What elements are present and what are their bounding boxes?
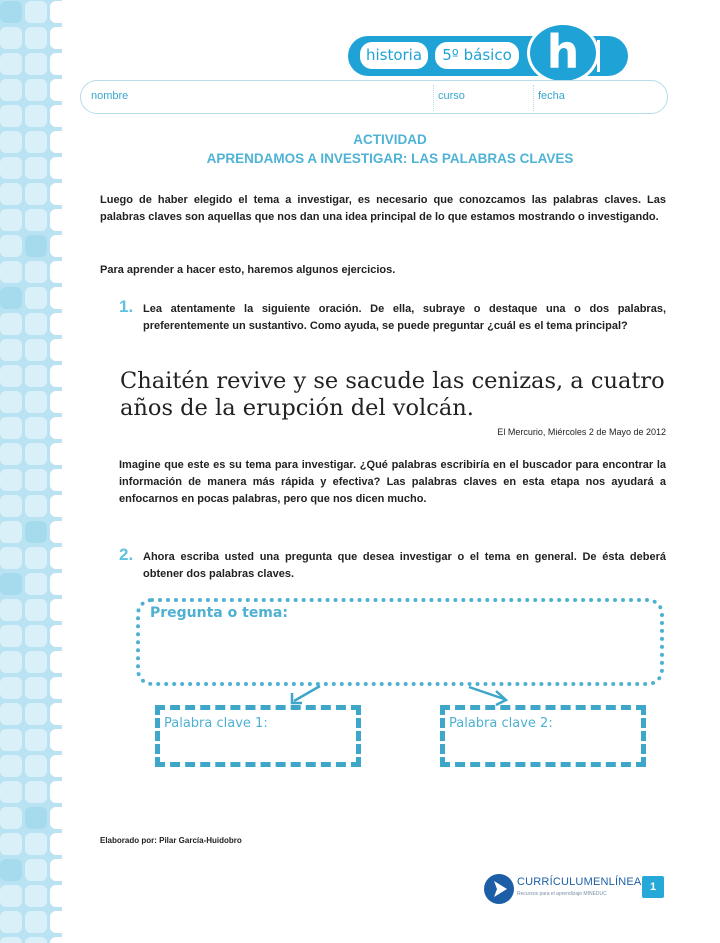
keyword-2-box[interactable] [440,705,646,767]
activity-title: ACTIVIDAD [353,132,427,147]
date-field[interactable]: fecha [538,90,565,102]
question-label: Pregunta o tema: [150,605,288,621]
course-field[interactable]: curso [438,90,465,102]
subject-pill: historia [360,42,428,69]
grade-pill: 5º básico [435,42,519,69]
arrow-left-icon [286,683,326,707]
curriculum-logo-icon [484,874,514,904]
name-field[interactable]: nombre [91,90,129,102]
divider [533,85,534,111]
exercise-number: 1. [119,297,134,316]
main-title: APRENDAMOS A INVESTIGAR: LAS PALABRAS CLAVES [206,151,574,166]
intro-paragraph: Luego de haber elegido el tema a investigar, es necesario que conozcamos las palabras claves. Las palabras claves son aquellas que nos dan una idea principal de lo que estamos mostrando o investigando. [100,194,666,223]
brand-tagline: Recursos para el aprendizaje MINEDUC [517,891,607,897]
arrow-right-icon [466,683,512,707]
badge-tab [597,40,623,72]
question-box[interactable] [136,598,664,686]
keyword-2-label: Palabra clave 2: [449,716,553,731]
decorative-stripe [0,0,62,943]
brand-name: CURRÍCULUMENLÍNEA [517,876,642,888]
news-source: El Mercurio, Miércoles 2 de Mayo de 2012 [497,427,666,437]
exercise-1-instructions: Lea atentamente la siguiente oración. De ella, subraye o destaque una o dos palabras, preferentemente un sustantivo. Como ayuda, se puede preguntar ¿cuál es el tema principal? [143,303,666,332]
news-headline: Chaitén revive y se sacude las cenizas, a cuatro años de la erupción del volcán. [120,368,665,421]
student-info-row [80,80,668,114]
exercise-number: 2. [119,545,134,564]
exercise-2-instructions: Ahora escriba usted una pregunta que desea investigar o el tema en general. De ésta deberá obtener dos palabras claves. [143,551,666,580]
author-credit: Elaborado por: Pilar García-Huidobro [100,836,242,845]
keyword-1-label: Palabra clave 1: [164,716,268,731]
keyword-1-box[interactable] [155,705,361,767]
page-number: 1 [642,876,664,898]
intro-paragraph-2: Para aprender a hacer esto, haremos algunos ejercicios. [100,264,396,276]
divider [433,85,434,111]
subject-logo-icon: h [527,22,599,84]
exercise-1-followup: Imagine que este es su tema para investigar. ¿Qué palabras escribiría en el buscador para encontrar la información de manera más rápida y efectiva? Las palabras claves en esta etapa nos ayudará a enfocarnos en pocas palabras, pero que nos dicen mucho. [119,459,666,505]
